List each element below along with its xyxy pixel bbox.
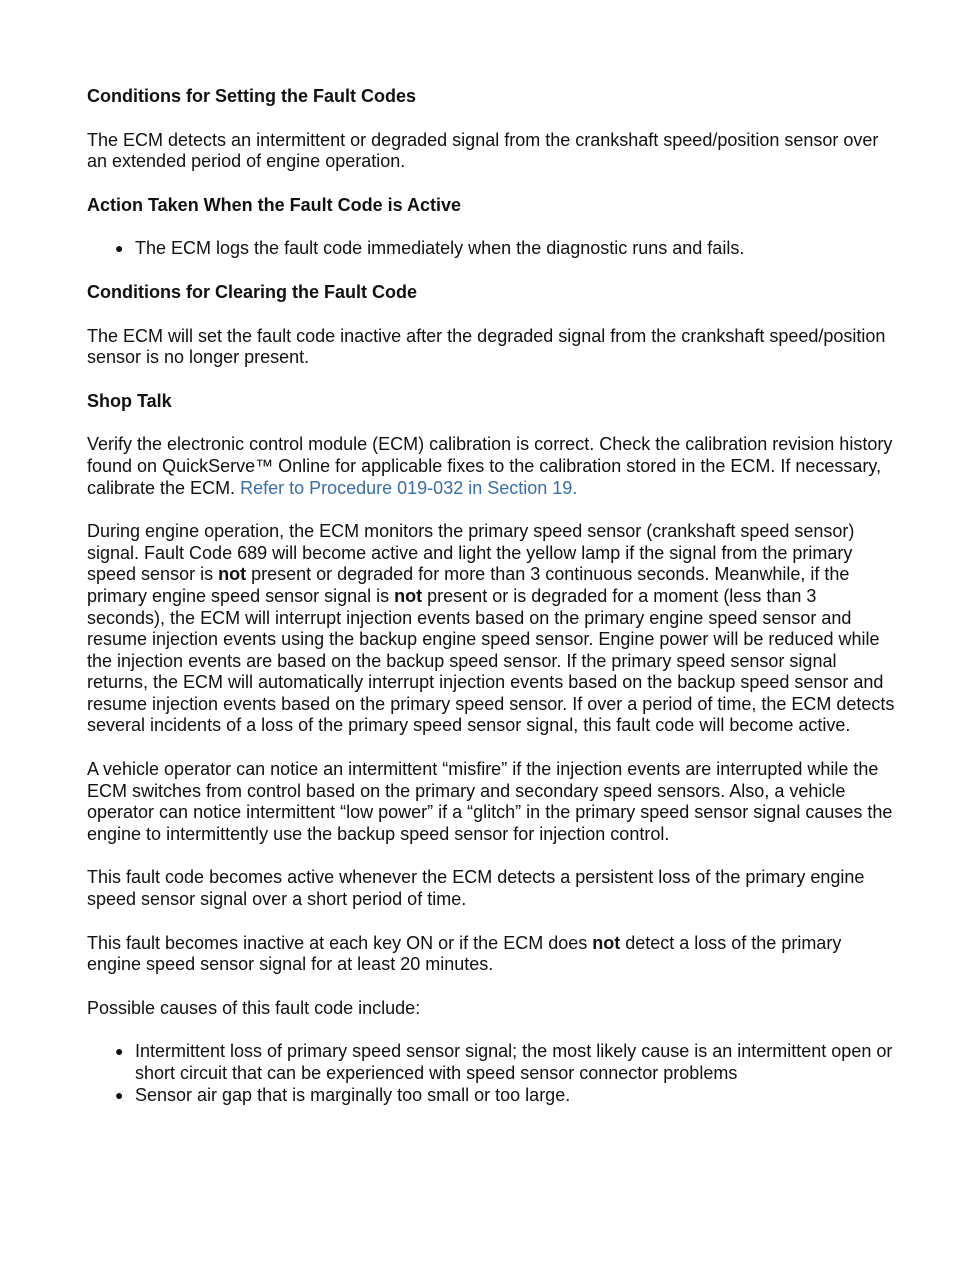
- bullet-icon: ●: [115, 1086, 124, 1103]
- text-run: present or degraded for more than 3 continuous seconds. Meanwhile, if the primary engine speed sensor signal is: [87, 564, 850, 606]
- paragraph-setting-conditions: The ECM detects an intermittent or degraded signal from the crankshaft speed/position sensor over an extended period of engine operation.: [87, 129, 879, 172]
- procedure-link[interactable]: Refer to Procedure 019-032 in Section 19.: [240, 477, 578, 498]
- paragraph-calibration: [87, 434, 897, 499]
- list-item: [87, 238, 897, 260]
- text-run: detect a loss of the primary engine speed sensor signal for at least 20 minutes.: [87, 932, 842, 975]
- emphasis-not: not: [394, 585, 423, 606]
- paragraph-misfire: A vehicle operator can notice an intermittent “misfire” if the injection events are interrupted while the ECM switches from control based on the primary and secondary speed sensors. Also, a vehicle operator can notice intermittent “low power” if a “glitch” in the primary speed sensor signal causes the engine to intermittently use the backup speed sensor for injection control.: [87, 759, 893, 844]
- action-list: [87, 238, 897, 260]
- heading-setting-conditions: Conditions for Setting the Fault Codes: [87, 86, 416, 106]
- list-item-text: The ECM logs the fault code immediately when the diagnostic runs and fails.: [135, 238, 745, 259]
- paragraph-clearing-conditions: The ECM will set the fault code inactive after the degraded signal from the crankshaft speed/position sensor is no longer present.: [87, 325, 886, 368]
- paragraph-possible-causes: Possible causes of this fault code include:: [87, 997, 421, 1018]
- paragraph-active-condition: This fault code becomes active whenever the ECM detects a persistent loss of the primary engine speed sensor signal over a short period of time.: [87, 867, 865, 910]
- causes-list: [87, 1041, 897, 1106]
- heading-action-taken: Action Taken When the Fault Code is Active: [87, 194, 462, 215]
- paragraph-inactive-condition: [87, 933, 897, 976]
- bullet-icon: ●: [115, 1043, 124, 1060]
- text-run: During engine operation, the ECM monitors the primary speed sensor (crankshaft speed sensor) signal. Fault Code 689 will become active and light the yellow lamp if the signal from the primary speed sensor is: [87, 521, 855, 585]
- document-page: [87, 86, 897, 1128]
- text-run: This fault becomes inactive at each key ON or if the ECM does: [87, 932, 593, 953]
- emphasis-not: not: [592, 932, 621, 953]
- list-item-text: Sensor air gap that is marginally too small or too large.: [135, 1084, 571, 1105]
- list-item-text: Intermittent loss of primary speed sensor signal; the most likely cause is an intermittent open or short circuit that can be experienced with speed sensor connector problems: [135, 1041, 893, 1083]
- bullet-icon: ●: [115, 240, 124, 257]
- text-run: present or is degraded for a moment (less than 3 seconds), the ECM will interrupt injection events based on the primary engine speed sensor and resume injection events using the backup engine speed sensor. Engine power will be reduced while the injection events are based on the backup speed sensor. If the primary speed sensor signal returns, the ECM will automatically interrupt injection events based on the backup speed sensor and resume injection events based on the primary speed sensor. If over a period of time, the ECM detects several incidents of a loss of the primary speed sensor signal, this fault code will become active.: [87, 585, 895, 736]
- heading-shop-talk: Shop Talk: [87, 390, 172, 411]
- paragraph-engine-operation: [87, 521, 897, 737]
- emphasis-not: not: [218, 564, 247, 585]
- calibration-text: Verify the electronic control module (ECM) calibration is correct. Check the calibration revision history found on QuickServe™ Online for applicable fixes to the calibration stored in the ECM. If necessary, calibrate the ECM.: [87, 434, 893, 498]
- heading-clearing-conditions: Conditions for Clearing the Fault Code: [87, 281, 417, 302]
- list-item: [87, 1085, 897, 1107]
- list-item: [87, 1041, 897, 1084]
